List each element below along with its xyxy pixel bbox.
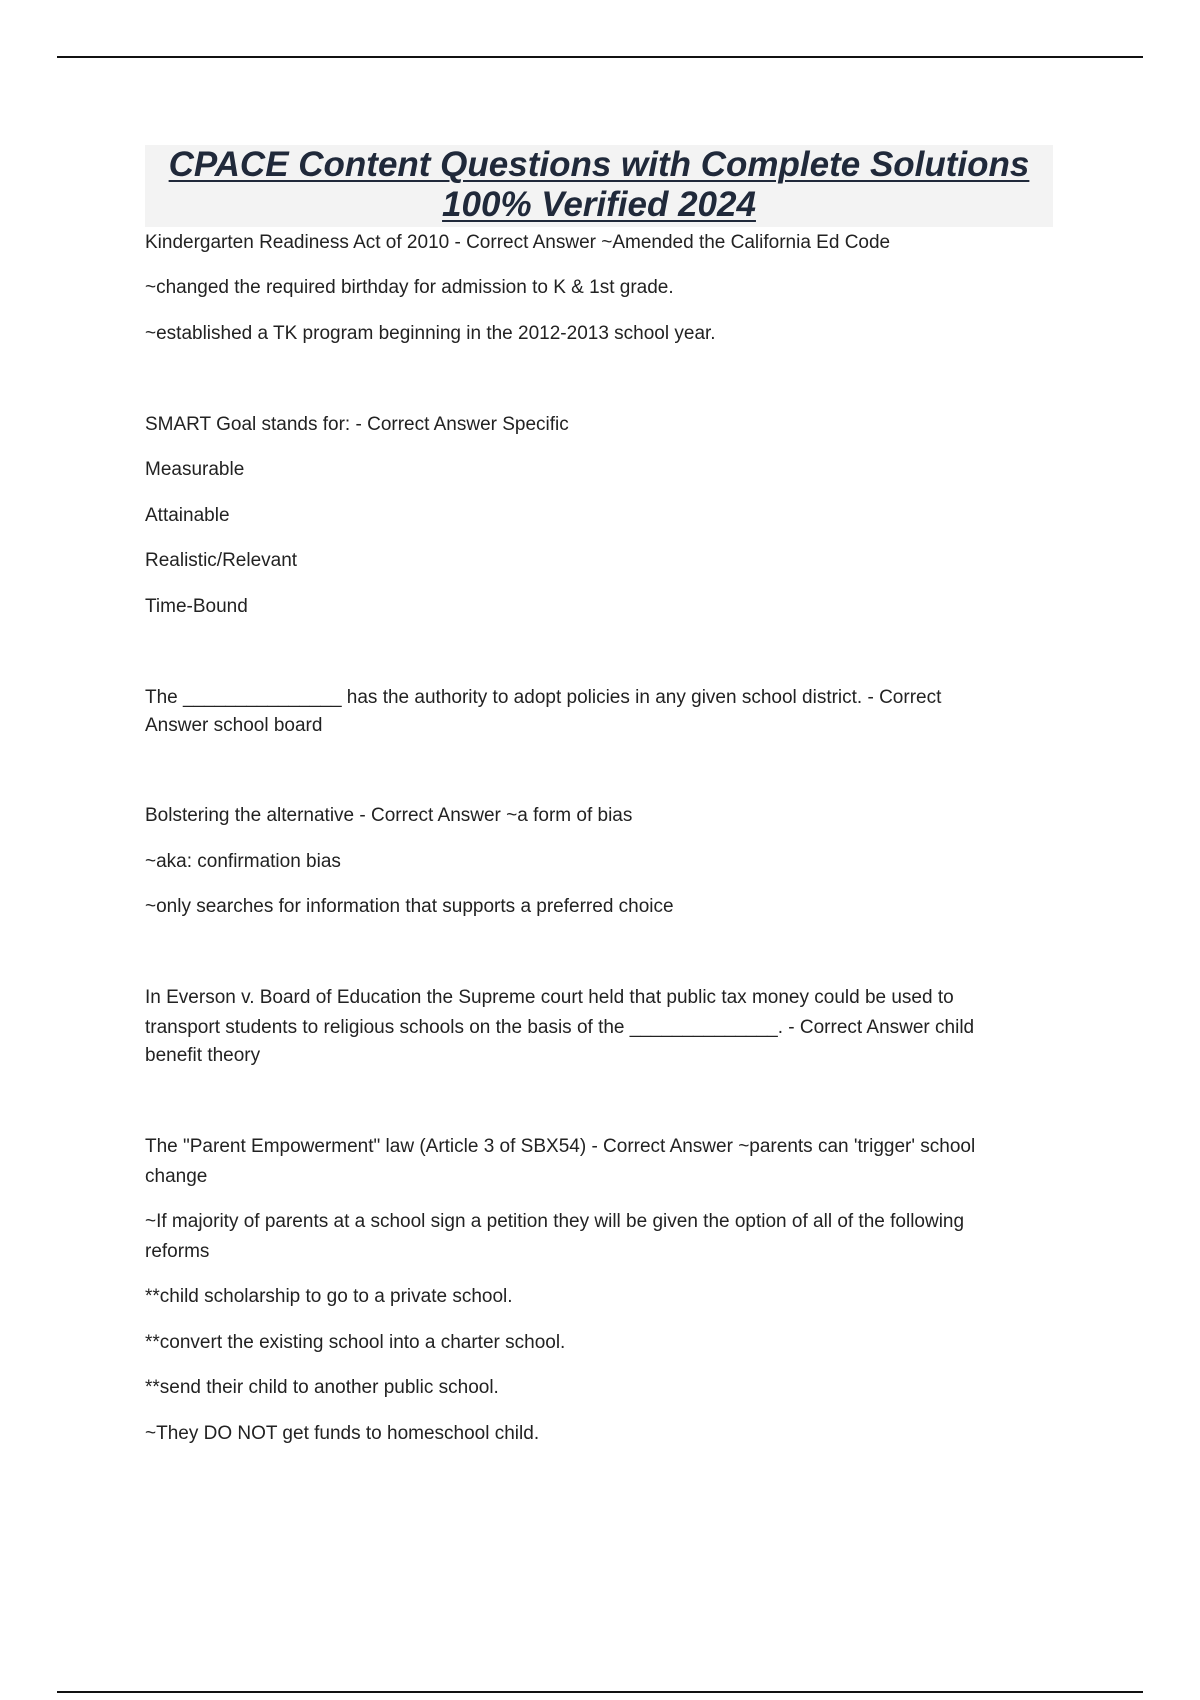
qa-line: **send their child to another public school. bbox=[145, 1377, 499, 1398]
title-line-2: 100% Verified 2024 bbox=[442, 185, 756, 224]
qa-line: reforms bbox=[145, 1241, 210, 1262]
qa-line: ~changed the required birthday for admission to K & 1st grade. bbox=[145, 277, 674, 298]
bottom-rule bbox=[57, 1691, 1143, 1693]
qa-line: Kindergarten Readiness Act of 2010 - Correct Answer ~Amended the California Ed Code bbox=[145, 232, 891, 253]
qa-line: ~only searches for information that supports a preferred choice bbox=[145, 896, 674, 917]
qa-line: Realistic/Relevant bbox=[145, 550, 298, 571]
qa-line: benefit theory bbox=[145, 1045, 261, 1066]
qa-line: change bbox=[145, 1166, 208, 1187]
qa-line: ~If majority of parents at a school sign a petition they will be given the option of all of the following bbox=[145, 1211, 965, 1232]
qa-line: The "Parent Empowerment" law (Article 3 of SBX54) - Correct Answer ~parents can 'trigger' school bbox=[145, 1136, 976, 1157]
document-title bbox=[145, 145, 1053, 227]
qa-line: ~established a TK program beginning in the 2012-2013 school year. bbox=[145, 323, 716, 344]
qa-line: Attainable bbox=[145, 505, 230, 526]
qa-line: ~They DO NOT get funds to homeschool child. bbox=[145, 1423, 540, 1444]
qa-line: In Everson v. Board of Education the Supreme court held that public tax money could be used to bbox=[145, 987, 954, 1008]
top-rule bbox=[57, 56, 1143, 58]
qa-line: **child scholarship to go to a private school. bbox=[145, 1286, 513, 1307]
title-line-1: CPACE Content Questions with Complete Solutions bbox=[168, 145, 1030, 184]
qa-line: Time-Bound bbox=[145, 596, 248, 617]
qa-line: ~aka: confirmation bias bbox=[145, 851, 341, 872]
qa-line: **convert the existing school into a charter school. bbox=[145, 1332, 566, 1353]
qa-line: SMART Goal stands for: - Correct Answer Specific bbox=[145, 414, 569, 435]
qa-line: The _______________ has the authority to adopt policies in any given school district. - Correct bbox=[145, 687, 942, 708]
qa-line: Bolstering the alternative - Correct Answer ~a form of bias bbox=[145, 805, 633, 826]
qa-line: Measurable bbox=[145, 459, 245, 480]
qa-line: transport students to religious schools on the basis of the ______________. - Correct Answer child bbox=[145, 1017, 975, 1038]
qa-line: Answer school board bbox=[145, 715, 323, 736]
